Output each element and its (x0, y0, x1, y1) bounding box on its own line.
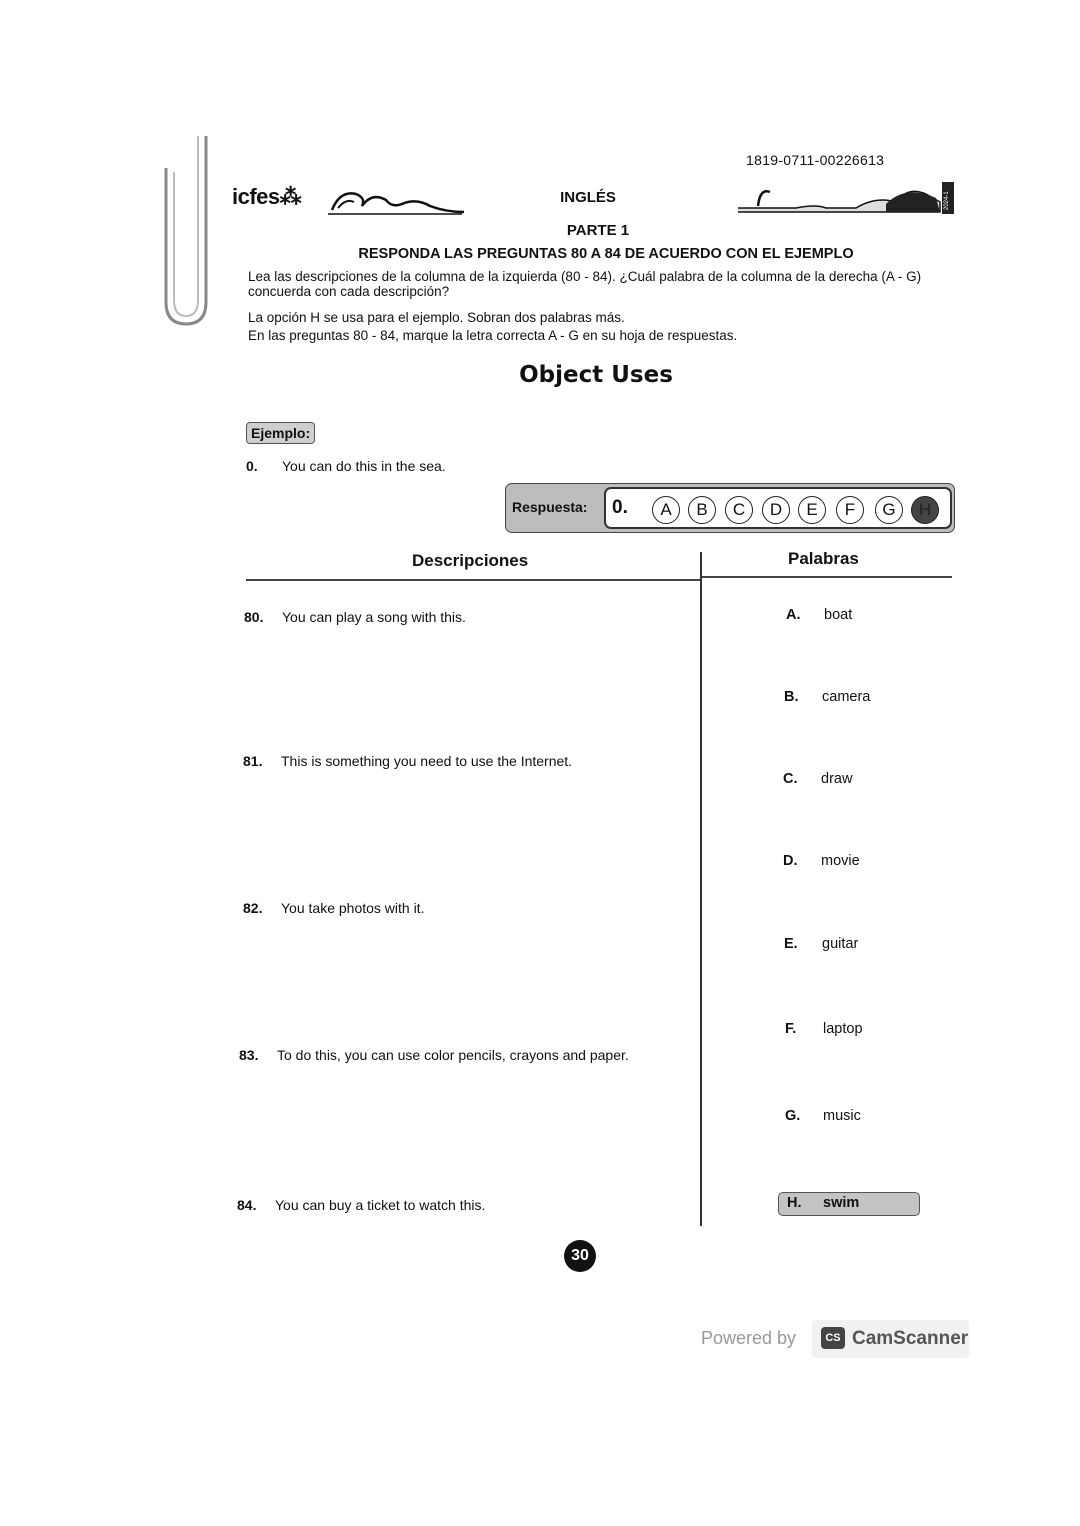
question-number: 81. (243, 753, 263, 769)
option-word: guitar (822, 936, 859, 952)
bubble-h-selected: H (911, 496, 939, 524)
icfes-logo (232, 184, 301, 210)
question-81 (243, 753, 572, 769)
powered-by-text: Powered by (701, 1328, 797, 1348)
option-letter: G. (785, 1108, 801, 1124)
bubble-f: F (836, 496, 864, 524)
divider-right (702, 576, 952, 578)
option-e (784, 936, 858, 952)
column-divider (700, 552, 702, 1226)
question-number: 83. (239, 1047, 259, 1063)
wave-illustration-right (736, 182, 956, 216)
option-letter: H. (787, 1195, 802, 1211)
bubble-e: E (798, 496, 826, 524)
option-b (784, 689, 870, 705)
bubble-c: C (725, 496, 753, 524)
words-header: Palabras (788, 549, 859, 568)
option-letter: B. (784, 689, 799, 705)
question-number: 82. (243, 900, 263, 916)
answer-label: Respuesta: (512, 499, 588, 515)
bubble-a: A (652, 496, 680, 524)
stamp-label: 2024-1 (944, 191, 950, 210)
option-letter: A. (786, 607, 801, 623)
descriptions-header: Descripciones (412, 551, 529, 570)
camscanner-badge (812, 1320, 969, 1358)
logo-mark-icon: ⁂ (279, 184, 302, 209)
option-letter: F. (785, 1021, 797, 1037)
question-number: 80. (244, 609, 264, 625)
option-f (785, 1021, 863, 1037)
bubble-b: B (688, 496, 716, 524)
camscanner-name: CamScanner (852, 1328, 969, 1349)
wave-illustration-left (326, 186, 466, 218)
logo-text: icfes (232, 184, 280, 209)
example-number: 0. (246, 458, 258, 474)
option-word: laptop (823, 1021, 863, 1037)
instruction-line-1: Lea las descripciones de la columna de la izquierda (80 - 84). ¿Cuál palabra de la columna de la derecha (A - G) (248, 269, 922, 284)
bubble-d: D (762, 496, 790, 524)
question-84 (237, 1197, 485, 1213)
instruction-line-4: En las preguntas 80 - 84, marque la letra correcta A - G en su hoja de respuestas. (248, 328, 738, 343)
option-a (786, 607, 852, 623)
divider-left (246, 579, 702, 581)
subject-title: INGLÉS (560, 189, 616, 206)
page-number: 30 (564, 1240, 596, 1272)
instruction-line-3: La opción H se usa para el ejemplo. Sobran dos palabras más. (248, 310, 625, 325)
instruction-line-2: concuerda con cada descripción? (248, 284, 450, 299)
option-word: music (823, 1108, 861, 1124)
question-83 (239, 1047, 629, 1063)
question-text: To do this, you can use color pencils, crayons and paper. (277, 1047, 629, 1063)
option-c (783, 771, 852, 787)
option-h-example (778, 1192, 920, 1216)
option-word: boat (824, 607, 853, 623)
question-number: 84. (237, 1197, 257, 1213)
option-letter: C. (783, 771, 798, 787)
option-letter: D. (783, 853, 798, 869)
question-82 (243, 900, 424, 916)
option-word: draw (821, 771, 853, 787)
bubble-g: G (875, 496, 903, 524)
camscanner-logo-icon: CS (821, 1327, 845, 1349)
option-letter: E. (784, 936, 798, 952)
example-text: You can do this in the sea. (282, 458, 446, 474)
question-text: You can play a song with this. (282, 609, 466, 625)
document-code: 1819-0711-00226613 (746, 152, 885, 168)
instruction-heading: RESPONDA LAS PREGUNTAS 80 A 84 DE ACUERDO CON EL EJEMPLO (358, 246, 854, 262)
paperclip-image (162, 132, 214, 328)
option-g (785, 1108, 861, 1124)
page-title: Object Uses (519, 362, 673, 388)
question-text: You take photos with it. (281, 900, 425, 916)
example-question (246, 458, 446, 474)
example-answer-box (505, 483, 955, 533)
example-label: Ejemplo: (246, 422, 315, 444)
answer-bubbles (604, 487, 952, 529)
option-word: swim (823, 1195, 860, 1211)
question-text: You can buy a ticket to watch this. (275, 1197, 486, 1213)
option-word: camera (822, 689, 871, 705)
option-d (783, 853, 860, 869)
answer-number: 0. (612, 497, 628, 518)
option-word: movie (821, 853, 860, 869)
question-text: This is something you need to use the Internet. (281, 753, 573, 769)
part-title: PARTE 1 (566, 222, 630, 239)
question-80 (244, 609, 466, 625)
